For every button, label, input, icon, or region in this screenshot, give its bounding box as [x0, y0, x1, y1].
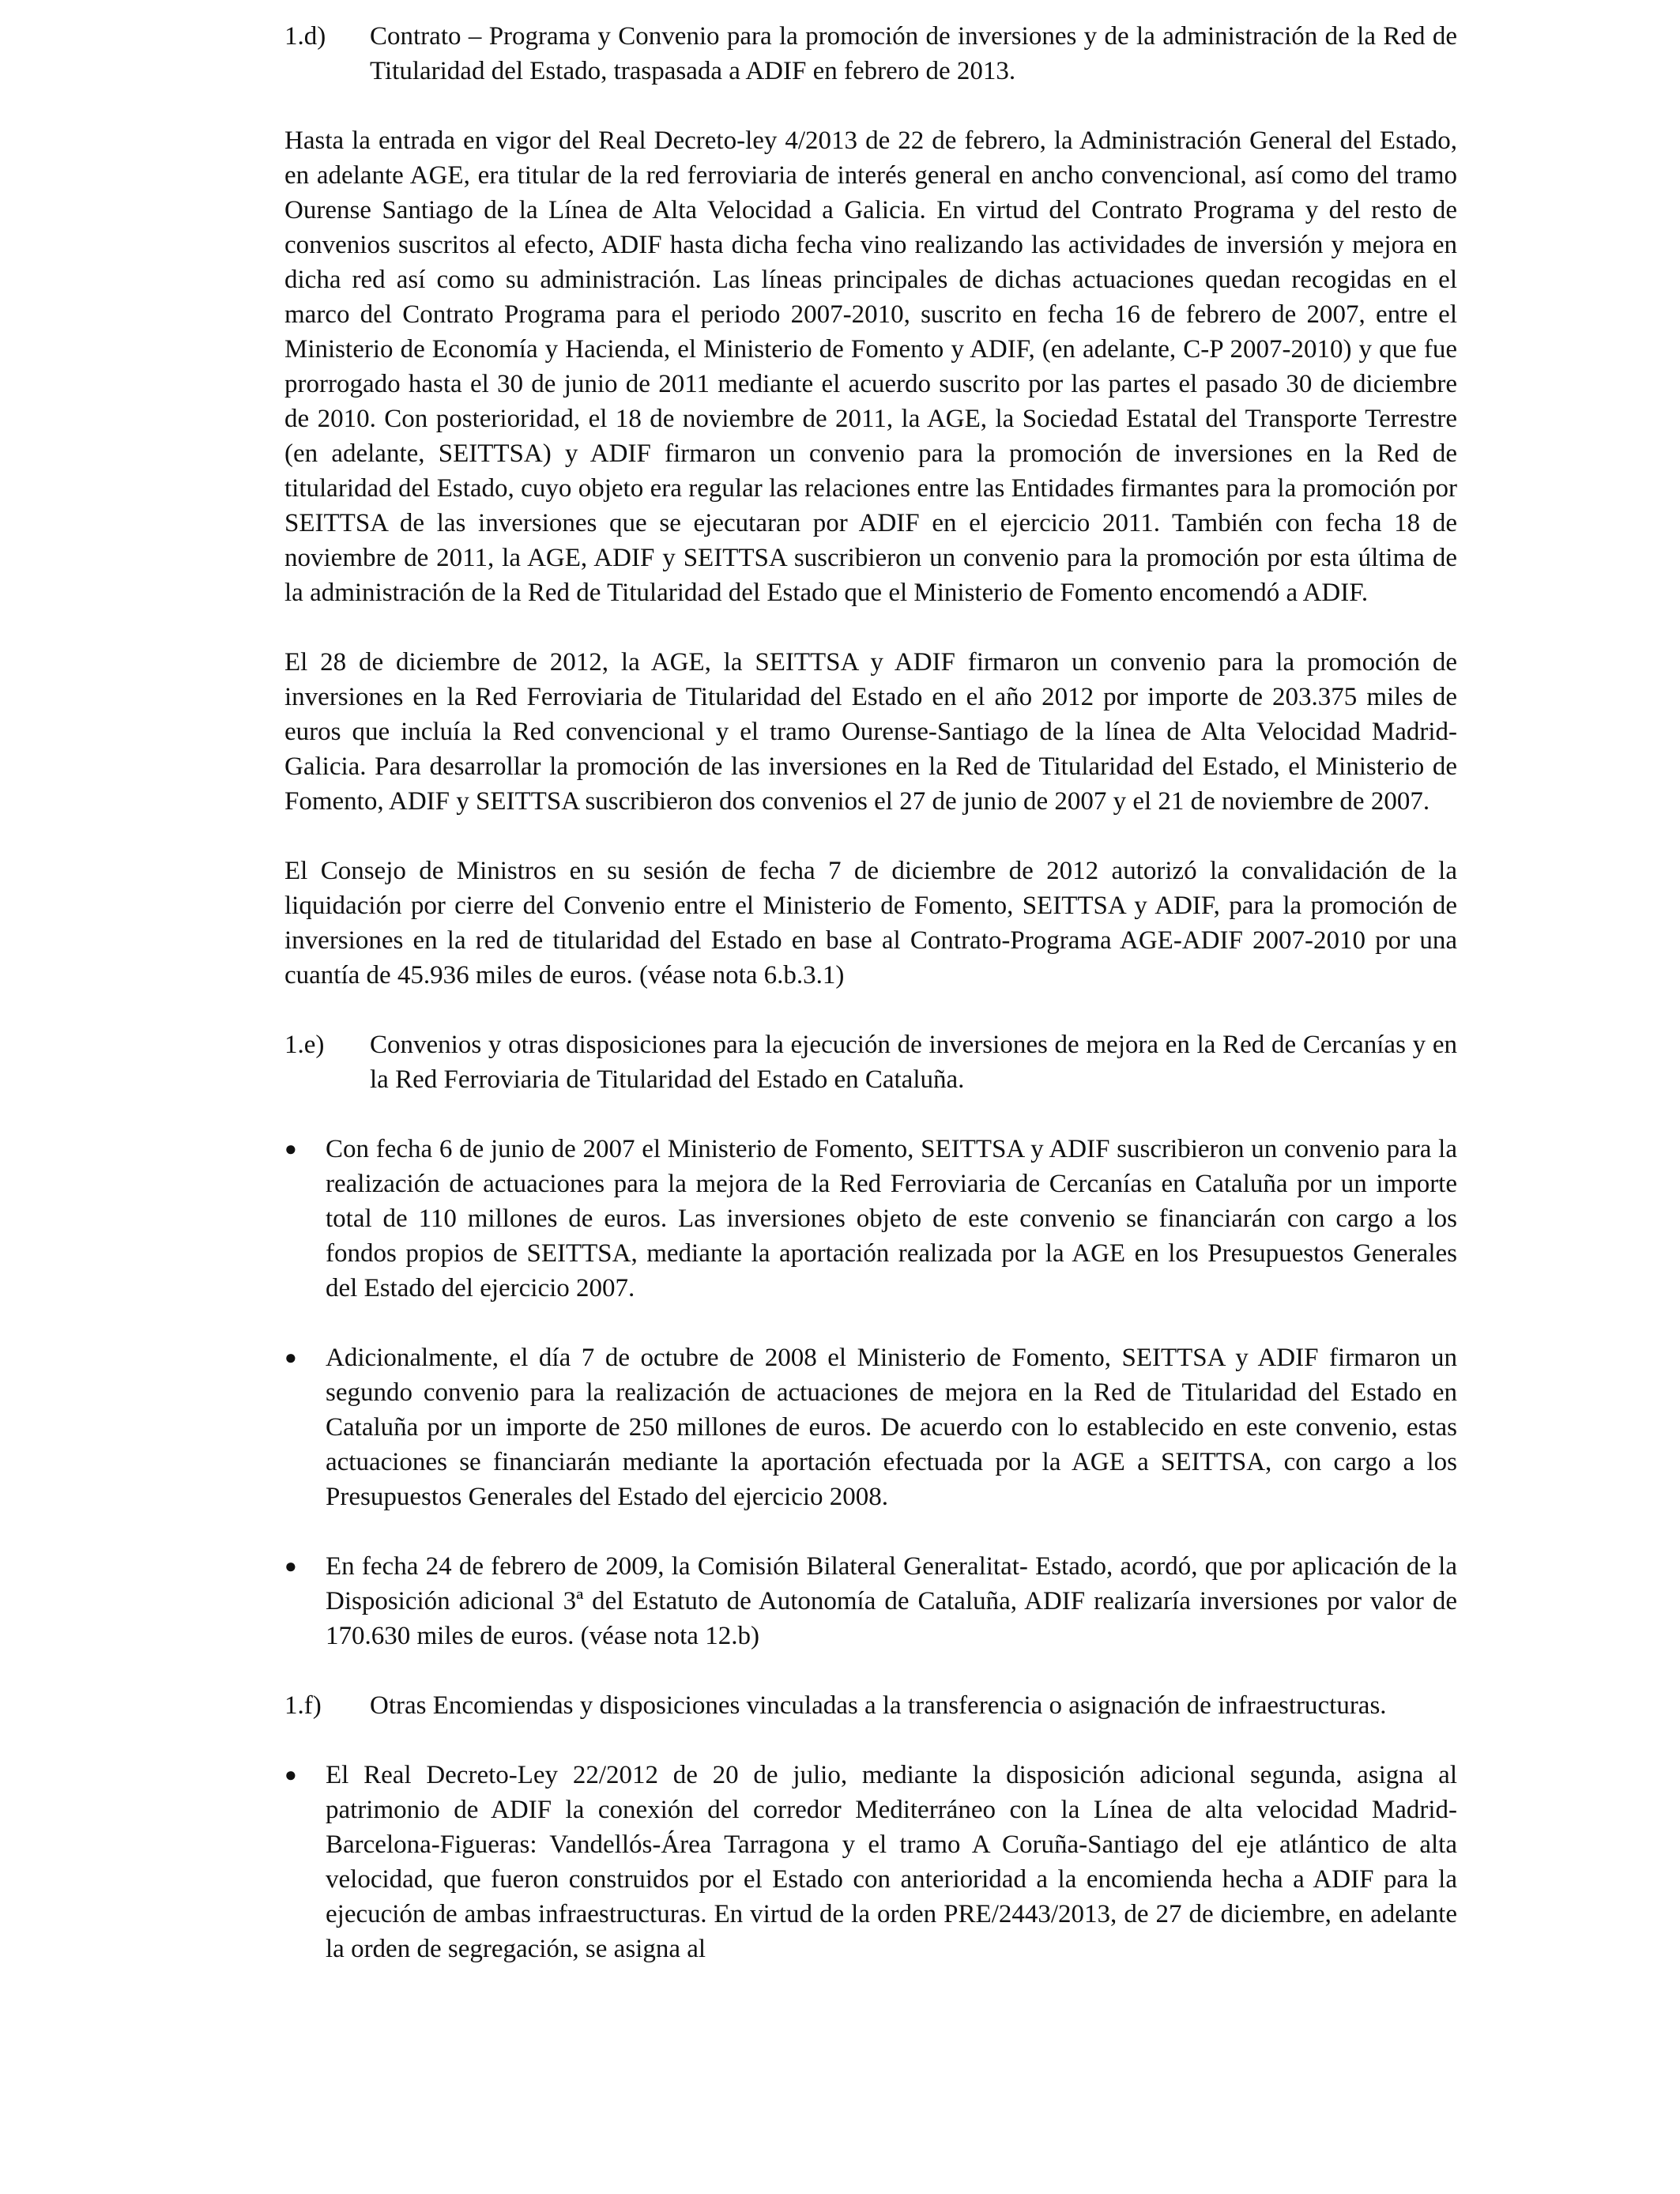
section-title: Convenios y otras disposiciones para la ejecución de inversiones de mejora en la Red de Cercanías y en la Red Ferroviaria de Titularidad del Estado en Cataluña.: [370, 1031, 1457, 1094]
list-item-text: Con fecha 6 de junio de 2007 el Ministerio de Fomento, SEITTSA y ADIF suscribieron un convenio para la realización de actuaciones para la mejora de la Red Ferroviaria de Cercanías en Cataluña por un importe total de 110 millones de euros. Las inversiones objeto de este convenio se financiarán con cargo a los fondos propios de SEITTSA, mediante la aportación realizada por la AGE en los Presupuestos Generales del Estado del ejercicio 2007.: [326, 1135, 1457, 1302]
bullet-icon: ●: [284, 1763, 297, 1786]
section-number: 1.f): [284, 1691, 322, 1720]
list-item: [284, 1549, 1457, 1653]
paragraph: El 28 de diciembre de 2012, la AGE, la SEITTSA y ADIF firmaron un convenio para la promoción de inversiones en la Red Ferroviaria de Titularidad del Estado en el año 2012 por importe de 203.375 miles de euros que incluía la Red convencional y el tramo Ourense-Santiago de la línea de Alta Velocidad Madrid-Galicia. Para desarrollar la promoción de las inversiones en la Red de Titularidad del Estado, el Ministerio de Fomento, ADIF y SEITTSA suscribieron dos convenios el 27 de junio de 2007 y el 21 de noviembre de 2007.: [284, 648, 1457, 816]
bullet-icon: ●: [284, 1555, 297, 1578]
section-heading-1d: [284, 19, 1457, 89]
section-heading-1e: [284, 1027, 1457, 1097]
list-item-text: Adicionalmente, el día 7 de octubre de 2008 el Ministerio de Fomento, SEITTSA y ADIF firmaron un segundo convenio para la realización de actuaciones de mejora en la Red de Titularidad del Estado en Cataluña por un importe de 250 millones de euros. De acuerdo con lo establecido en este convenio, estas actuaciones se financiarán mediante la aportación efectuada por la AGE a SEITTSA, con cargo a los Presupuestos Generales del Estado del ejercicio 2008.: [326, 1344, 1457, 1511]
section-number: 1.e): [284, 1031, 325, 1059]
document-page: [284, 19, 1457, 2001]
section-title: Otras Encomiendas y disposiciones vinculadas a la transferencia o asignación de infraestructuras.: [370, 1691, 1387, 1720]
list-item-text: En fecha 24 de febrero de 2009, la Comisión Bilateral Generalitat- Estado, acordó, que por aplicación de la Disposición adicional 3ª del Estatuto de Autonomía de Cataluña, ADIF realizaría inversiones por valor de 170.630 miles de euros. (véase nota 12.b): [326, 1552, 1457, 1650]
paragraph: Hasta la entrada en vigor del Real Decreto-ley 4/2013 de 22 de febrero, la Administración General del Estado, en adelante AGE, era titular de la red ferroviaria de interés general en ancho convencional, así como del tramo Ourense Santiago de la Línea de Alta Velocidad a Galicia. En virtud del Contrato Programa y del resto de convenios suscritos al efecto, ADIF hasta dicha fecha vino realizando las actividades de inversión y mejora en dicha red así como su administración. Las líneas principales de dichas actuaciones quedan recogidas en el marco del Contrato Programa para el periodo 2007-2010, suscrito en fecha 16 de febrero de 2007, entre el Ministerio de Economía y Hacienda, el Ministerio de Fomento y ADIF, (en adelante, C-P 2007-2010) y que fue prorrogado hasta el 30 de junio de 2011 mediante el acuerdo suscrito por las partes el pasado 30 de diciembre de 2010. Con posterioridad, el 18 de noviembre de 2011, la AGE, la Sociedad Estatal del Transporte Terrestre (en adelante, SEITTSA) y ADIF firmaron un convenio para la promoción de inversiones en la Red de titularidad del Estado, cuyo objeto era regular las relaciones entre las Entidades firmantes para la promoción por SEITTSA de las inversiones que se ejecutaran por ADIF en el ejercicio 2011. También con fecha 18 de noviembre de 2011, la AGE, ADIF y SEITTSA suscribieron un convenio para la promoción por esta última de la administración de la Red de Titularidad del Estado que el Ministerio de Fomento encomendó a ADIF.: [284, 126, 1457, 607]
bullet-icon: ●: [284, 1137, 297, 1160]
bullet-list: [284, 1758, 1457, 1966]
list-item: [284, 1758, 1457, 1966]
list-item-text: El Real Decreto-Ley 22/2012 de 20 de julio, mediante la disposición adicional segunda, asigna al patrimonio de ADIF la conexión del corredor Mediterráneo con la Línea de alta velocidad Madrid-Barcelona-Figueras: Vandellós-Área Tarragona y el tramo A Coruña-Santiago del eje atlántico de alta velocidad, que fueron construidos por el Estado con anterioridad a la encomienda hecha a ADIF para la ejecución de ambas infraestructuras. En virtud de la orden PRE/2443/2013, de 27 de diciembre, en adelante la orden de segregación, se asigna al: [326, 1761, 1457, 1963]
bullet-list: [284, 1132, 1457, 1653]
list-item: [284, 1340, 1457, 1514]
section-title: Contrato – Programa y Convenio para la promoción de inversiones y de la administración de la Red de Titularidad del Estado, traspasada a ADIF en febrero de 2013.: [370, 22, 1457, 85]
section-number: 1.d): [284, 22, 326, 51]
section-heading-1f: [284, 1688, 1457, 1723]
paragraph: El Consejo de Ministros en su sesión de fecha 7 de diciembre de 2012 autorizó la convalidación de la liquidación por cierre del Convenio entre el Ministerio de Fomento, SEITTSA y ADIF, para la promoción de inversiones en la red de titularidad del Estado en base al Contrato-Programa AGE-ADIF 2007-2010 por una cuantía de 45.936 miles de euros. (véase nota 6.b.3.1): [284, 857, 1457, 990]
bullet-icon: ●: [284, 1346, 297, 1369]
list-item: [284, 1132, 1457, 1306]
